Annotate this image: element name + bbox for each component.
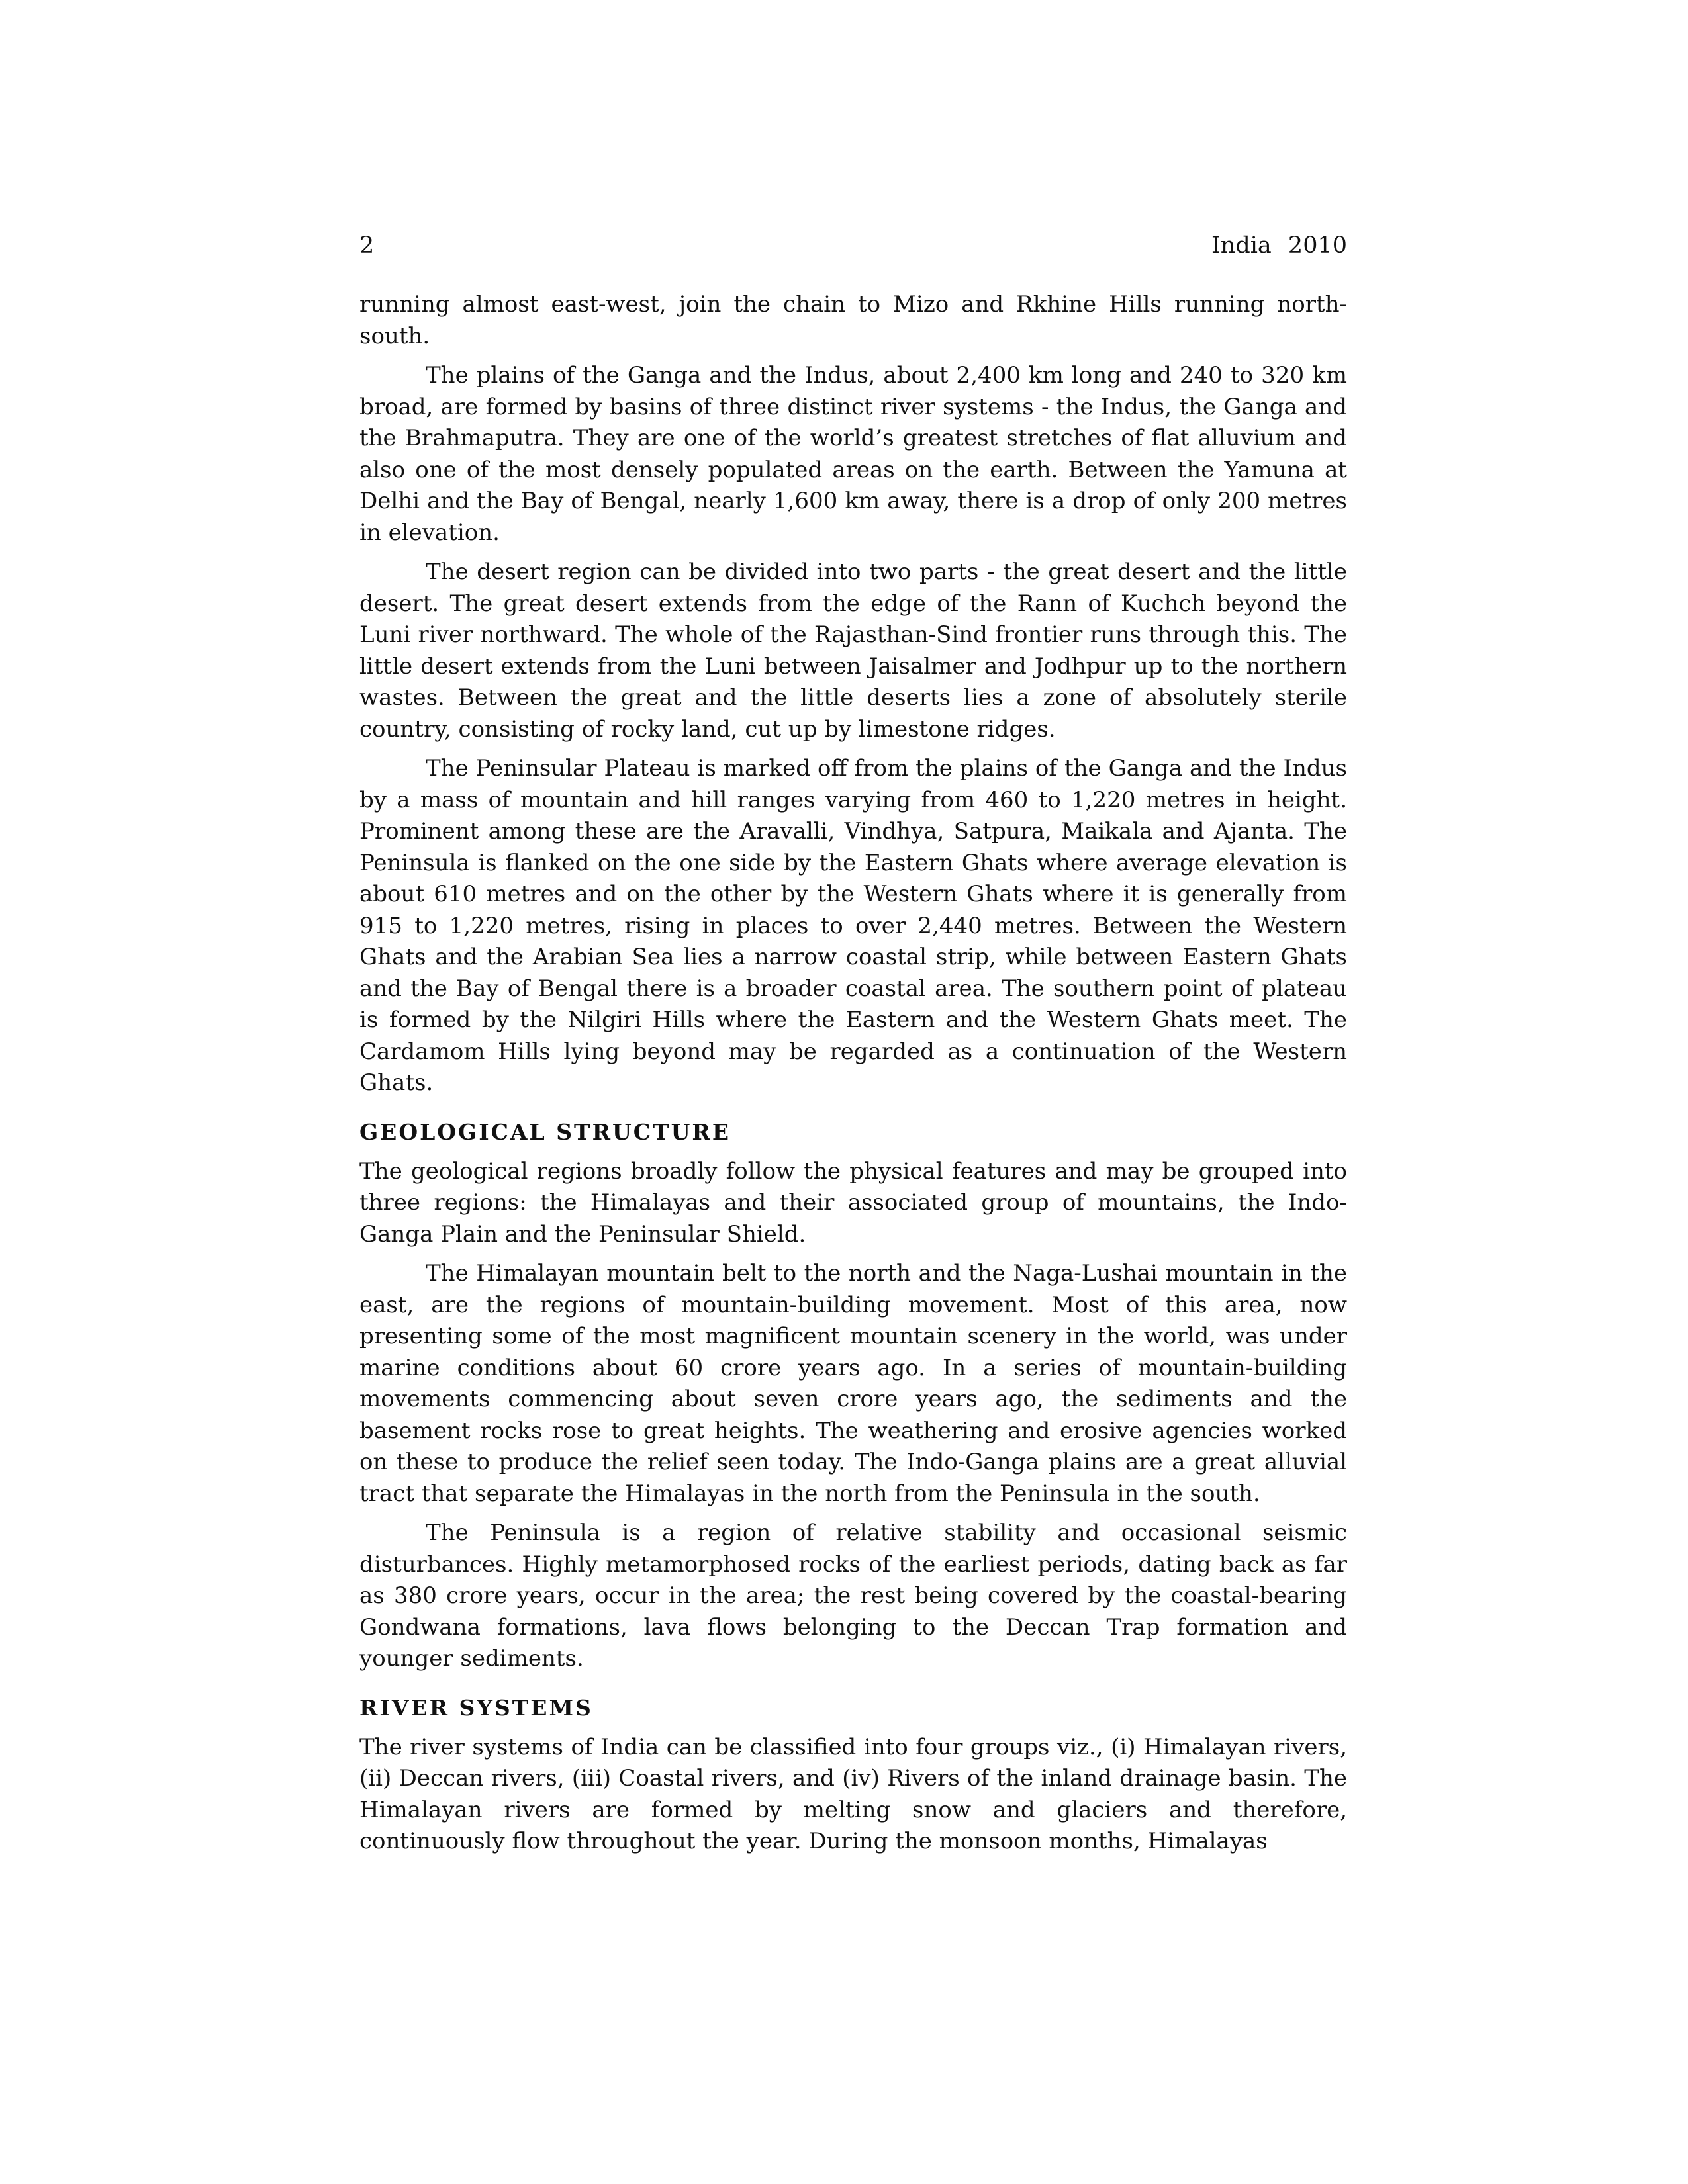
paragraph-river-systems: The river systems of India can be classified into four groups viz., (i) Himalayan rivers, (ii) Deccan rivers, (iii) Coastal rivers, and (iv) Rivers of the inland drainage basin. The Himalayan rivers are formed by melting snow and glaciers and therefore, continuously flow throughout the year. During the monsoon months, Himalayas <box>359 1733 1347 1854</box>
page-body <box>359 289 1347 1866</box>
paragraph-geological-regions: The geological regions broadly follow the physical features and may be grouped into three regions: the Himalayas and their associated group of mountains, the Indo-Ganga Plain and the Peninsular Shield. <box>359 1158 1347 1248</box>
running-title: India 2010 <box>1211 232 1347 259</box>
paragraph-plains: The plains of the Ganga and the Indus, about 2,400 km long and 240 to 320 km broad, are formed by basins of three distinct river systems - the Indus, the Ganga and the Brahmaputra. They are one of the world’s greatest stretches of flat alluvium and also one of the most densely populated areas on the earth. Between the Yamuna at Delhi and the Bay of Bengal, nearly 1,600 km away, there is a drop of only 200 metres in elevation. <box>359 362 1347 546</box>
paragraph-peninsula-stability: The Peninsula is a region of relative stability and occasional seismic disturbances. Highly metamorphosed rocks of the earliest periods, dating back as far as 380 crore years, occur in the area; the rest being covered by the coastal-bearing Gondwana formations, lava flows belonging to the Deccan Trap formation and younger sediments. <box>359 1520 1347 1672</box>
paragraph-peninsular-plateau: The Peninsular Plateau is marked off from the plains of the Ganga and the Indus by a mass of mountain and hill ranges varying from 460 to 1,220 metres in height. Prominent among these are the Aravalli, Vindhya, Satpura, Maikala and Ajanta. The Peninsula is flanked on the one side by the Eastern Ghats where average elevation is about 610 metres and on the other by the Western Ghats where it is generally from 915 to 1,220 metres, rising in places to over 2,440 metres. Between the Western Ghats and the Arabian Sea lies a narrow coastal strip, while between Eastern Ghats and the Bay of Bengal there is a broader coastal area. The southern point of plateau is formed by the Nilgiri Hills where the Eastern and the Western Ghats meet. The Cardamom Hills lying beyond may be regarded as a continuation of the Western Ghats. <box>359 755 1347 1096</box>
paragraph-himalayan-belt: The Himalayan mountain belt to the north and the Naga-Lushai mountain in the east, are the regions of mountain-building movement. Most of this area, now presenting some of the most magnificent mountain scenery in the world, was under marine conditions about 60 crore years ago. In a series of mountain-building movements commencing about seven crore years ago, the sediments and the basement rocks rose to great heights. The weathering and erosive agencies worked on these to produce the relief seen today. The Indo-Ganga plains are a great alluvial tract that separate the Himalayas in the north from the Peninsula in the south. <box>359 1260 1347 1507</box>
section-heading-river-systems: RIVER SYSTEMS <box>359 1694 593 1721</box>
paragraph-continuation: running almost east-west, join the chain to Mizo and Rkhine Hills running north-south. <box>359 291 1347 349</box>
section-heading-geological-structure: GEOLOGICAL STRUCTURE <box>359 1118 731 1145</box>
page-header <box>359 230 1347 261</box>
paragraph-desert: The desert region can be divided into two parts - the great desert and the little desert. The great desert extends from the edge of the Rann of Kuchch beyond the Luni river northward. The whole of the Rajasthan-Sind frontier runs through this. The little desert extends from the Luni between Jaisalmer and Jodhpur up to the northern wastes. Between the great and the little deserts lies a zone of absolutely sterile country, consisting of rocky land, cut up by limestone ridges. <box>359 559 1347 743</box>
page-number: 2 <box>359 232 375 259</box>
